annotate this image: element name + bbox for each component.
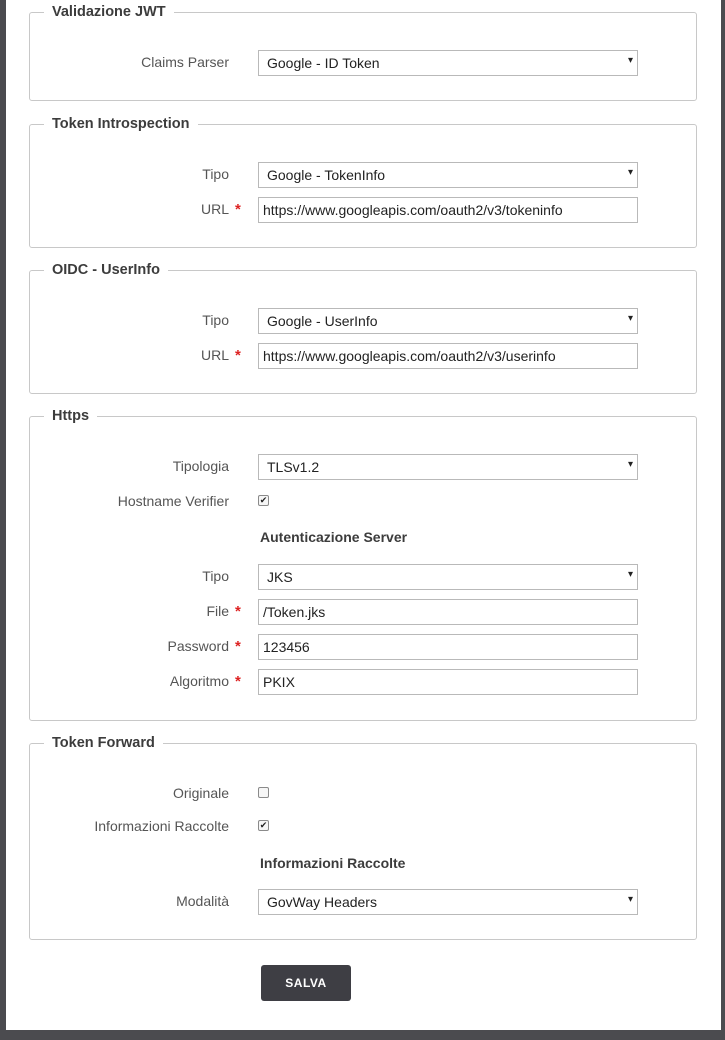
select-tipologia[interactable] bbox=[258, 454, 638, 480]
row-userinfo-url bbox=[30, 343, 696, 369]
label-claims-parser: Claims Parser bbox=[141, 54, 229, 70]
fieldset-oidc-userinfo bbox=[29, 262, 697, 394]
chevron-down-icon: ▾ bbox=[627, 313, 633, 324]
chevron-down-icon: ▾ bbox=[627, 459, 633, 470]
row-algoritmo bbox=[30, 669, 696, 695]
select-introspection-tipo[interactable] bbox=[258, 162, 638, 188]
checkbox-hostname-verifier[interactable]: ✔ bbox=[259, 495, 268, 505]
chevron-down-icon: ▾ bbox=[627, 894, 633, 905]
select-modalita[interactable] bbox=[258, 889, 638, 915]
legend-token-introspection: Token Introspection bbox=[52, 116, 190, 132]
fieldset-token-introspection bbox=[29, 116, 697, 248]
legend-token-forward: Token Forward bbox=[52, 735, 155, 751]
legend-https: Https bbox=[52, 408, 90, 424]
select-modalita-value: GovWay Headers bbox=[267, 894, 377, 910]
row-tipologia bbox=[30, 454, 696, 480]
select-tipologia-value: TLSv1.2 bbox=[267, 459, 320, 475]
label-originale: Originale bbox=[172, 785, 229, 801]
label-informazioni-raccolte: Informazioni Raccolte bbox=[94, 818, 229, 834]
save-button[interactable]: SALVA bbox=[261, 965, 351, 1001]
row-introspection-tipo bbox=[30, 162, 696, 188]
fieldset-token-forward bbox=[29, 735, 697, 940]
label-userinfo-tipo: Tipo bbox=[202, 312, 229, 328]
required-marker: * bbox=[235, 638, 241, 655]
label-https-tipo: Tipo bbox=[202, 568, 229, 584]
required-marker: * bbox=[235, 603, 241, 620]
label-userinfo-url: URL bbox=[200, 347, 229, 363]
chevron-down-icon: ▾ bbox=[627, 55, 633, 66]
row-file bbox=[30, 599, 696, 625]
input-file[interactable] bbox=[258, 599, 638, 625]
select-claims-parser-value: Google - ID Token bbox=[267, 55, 380, 71]
row-password bbox=[30, 634, 696, 660]
checkbox-informazioni-raccolte[interactable]: ✔ bbox=[259, 820, 268, 830]
row-originale bbox=[30, 781, 696, 807]
page bbox=[6, 0, 721, 1030]
select-https-tipo[interactable] bbox=[258, 564, 638, 590]
label-algoritmo: Algoritmo bbox=[169, 673, 229, 689]
row-claims-parser bbox=[30, 50, 696, 76]
required-marker: * bbox=[235, 347, 241, 364]
row-introspection-url bbox=[30, 197, 696, 223]
subheading-autenticazione-server: Autenticazione Server bbox=[260, 529, 408, 545]
row-modalita bbox=[30, 889, 696, 915]
label-file: File bbox=[206, 603, 229, 619]
label-introspection-url: URL bbox=[200, 201, 229, 217]
chevron-down-icon: ▾ bbox=[627, 167, 633, 178]
fieldset-validazione-jwt bbox=[29, 4, 697, 101]
legend-validazione-jwt: Validazione JWT bbox=[52, 4, 166, 20]
checkbox-originale[interactable] bbox=[258, 787, 269, 798]
select-introspection-tipo-value: Google - TokenInfo bbox=[267, 167, 386, 183]
row-informazioni-raccolte bbox=[30, 814, 696, 840]
select-https-tipo-value: JKS bbox=[267, 569, 293, 585]
label-introspection-tipo: Tipo bbox=[202, 166, 229, 182]
fieldset-https bbox=[29, 408, 697, 721]
required-marker: * bbox=[235, 673, 241, 690]
select-claims-parser[interactable] bbox=[258, 50, 638, 76]
label-password: Password bbox=[167, 638, 229, 654]
subheading-informazioni-raccolte: Informazioni Raccolte bbox=[260, 855, 406, 871]
legend-oidc-userinfo: OIDC - UserInfo bbox=[52, 262, 160, 278]
label-modalita: Modalità bbox=[176, 893, 229, 909]
row-hostname-verifier bbox=[30, 489, 696, 515]
select-userinfo-tipo[interactable] bbox=[258, 308, 638, 334]
chevron-down-icon: ▾ bbox=[627, 569, 633, 580]
row-https-tipo bbox=[30, 564, 696, 590]
select-userinfo-tipo-value: Google - UserInfo bbox=[267, 313, 378, 329]
required-marker: * bbox=[235, 201, 241, 218]
input-userinfo-url[interactable] bbox=[258, 343, 638, 369]
input-introspection-url[interactable] bbox=[258, 197, 638, 223]
row-userinfo-tipo bbox=[30, 308, 696, 334]
input-password[interactable] bbox=[258, 634, 638, 660]
label-hostname-verifier: Hostname Verifier bbox=[117, 493, 229, 509]
input-algoritmo[interactable] bbox=[258, 669, 638, 695]
label-tipologia: Tipologia bbox=[172, 458, 229, 474]
